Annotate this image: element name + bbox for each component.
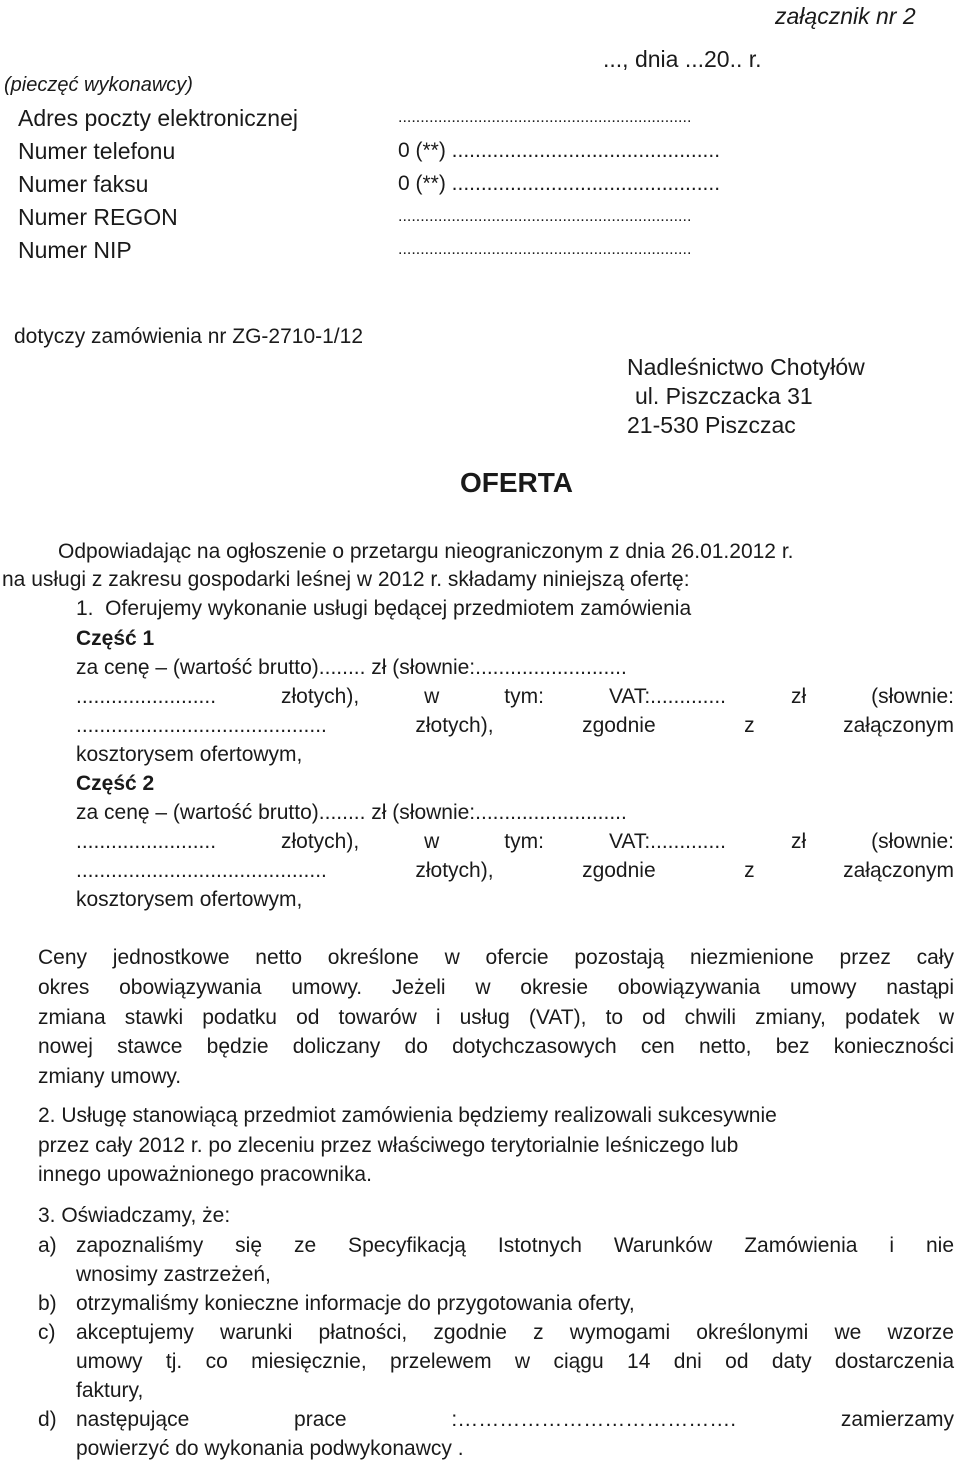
intro-line-1: Odpowiadając na ogłoszenie o przetargu nieograniczonym z dnia 26.01.2012 r. (58, 540, 794, 563)
part1-price-line: za cenę – (wartość brutto)........ zł (słownie:.......................... (76, 656, 627, 679)
contact-label-fax: Numer faksu (18, 171, 149, 197)
part1-heading: Część 1 (76, 627, 155, 650)
point-c-line-2: umowy tj. co miesięcznie, przelewem w ciągu 14 dni od daty dostarczenia (76, 1350, 954, 1373)
part1-words-line: ........................................... złotych), zgodnie z załączonym (76, 714, 954, 737)
contact-label-phone: Numer telefonu (18, 138, 176, 164)
item2-line-3: innego upoważnionego pracownika. (38, 1163, 372, 1186)
part2-vat-line: ........................ złotych), w tym: VAT:............. zł (słownie: (76, 830, 954, 853)
recipient-street: ul. Piszczacka 31 (635, 383, 813, 409)
item2-line-1: 2. Usługę stanowiącą przedmiot zamówienia będziemy realizowali sukcesywnie (38, 1104, 777, 1127)
contact-label-regon: Numer REGON (18, 204, 178, 230)
part1-vat-line: ........................ złotych), w tym: VAT:............. zł (słownie: (76, 685, 954, 708)
point-c-marker: c) (38, 1321, 56, 1344)
part1-tail: kosztorysem ofertowym, (76, 743, 303, 766)
point-c-line-1: akceptujemy warunki płatności, zgodnie z wymogami określonymi we wzorze (76, 1321, 954, 1344)
item1-lead: 1. Oferujemy wykonanie usługi będącej przedmiotem zamówienia (76, 597, 692, 620)
document-title: OFERTA (460, 467, 574, 498)
item2-line-2: przez cały 2012 r. po zleceniu przez właściwego terytorialnie leśniczego lub (38, 1134, 739, 1157)
point-d-line-2: powierzyć do wykonania podwykonawcy . (76, 1437, 464, 1460)
contact-value-phone: 0 (**) .............................................. (398, 139, 721, 162)
contact-value-nip: .................................................................. (398, 241, 692, 258)
point-d-marker: d) (38, 1408, 57, 1431)
contact-value-regon: .................................................................. (398, 208, 692, 225)
recipient-city: 21-530 Piszczac (627, 412, 796, 438)
point-c-line-3: faktury, (76, 1379, 144, 1402)
prices-line-2: okres obowiązywania umowy. Jeżeli w okresie obowiązywania umowy nastąpi (38, 976, 954, 999)
part2-words-line: ........................................... złotych), zgodnie z załączonym (76, 859, 954, 882)
intro-line-2: na usługi z zakresu gospodarki leśnej w 2012 r. składamy niniejszą ofertę: (2, 568, 690, 591)
prices-line-1: Ceny jednostkowe netto określone w ofercie pozostają niezmienione przez cały (38, 946, 954, 969)
prices-line-4: nowej stawce będzie doliczany do dotychczasowych cen netto, bez konieczności (38, 1035, 954, 1058)
item3-lead: 3. Oświadczamy, że: (38, 1204, 231, 1227)
recipient-name: Nadleśnictwo Chotyłów (627, 354, 865, 380)
contact-value-fax: 0 (**) .............................................. (398, 172, 721, 195)
date-line: ..., dnia ...20.. r. (603, 46, 762, 72)
attachment-label: załącznik nr 2 (775, 3, 916, 29)
part2-price-line: za cenę – (wartość brutto)........ zł (słownie:.......................... (76, 801, 627, 824)
point-b-line-1: otrzymaliśmy konieczne informacje do przygotowania oferty, (76, 1292, 635, 1315)
point-a-line-1: zapoznaliśmy się ze Specyfikacją Istotnych Warunków Zamówienia i nie (76, 1234, 954, 1257)
order-reference: dotyczy zamówienia nr ZG-2710-1/12 (14, 325, 363, 348)
point-a-marker: a) (38, 1234, 57, 1257)
point-a-line-2: wnosimy zastrzeżeń, (76, 1263, 271, 1286)
stamp-label: (pieczęć wykonawcy) (4, 74, 193, 96)
contact-value-email: .................................................................. (398, 109, 692, 126)
part2-tail: kosztorysem ofertowym, (76, 888, 303, 911)
point-b-marker: b) (38, 1292, 57, 1315)
part2-heading: Część 2 (76, 772, 155, 795)
point-d-line-1: następujące prace :…………………………………. zamierzamy (76, 1408, 954, 1431)
prices-line-3: zmiana stawki podatku od towarów i usług (VAT), to od chwili zmiany, podatek w (38, 1006, 954, 1029)
prices-line-5: zmiany umowy. (38, 1065, 182, 1088)
contact-label-nip: Numer NIP (18, 237, 132, 263)
contact-label-email: Adres poczty elektronicznej (18, 105, 298, 131)
